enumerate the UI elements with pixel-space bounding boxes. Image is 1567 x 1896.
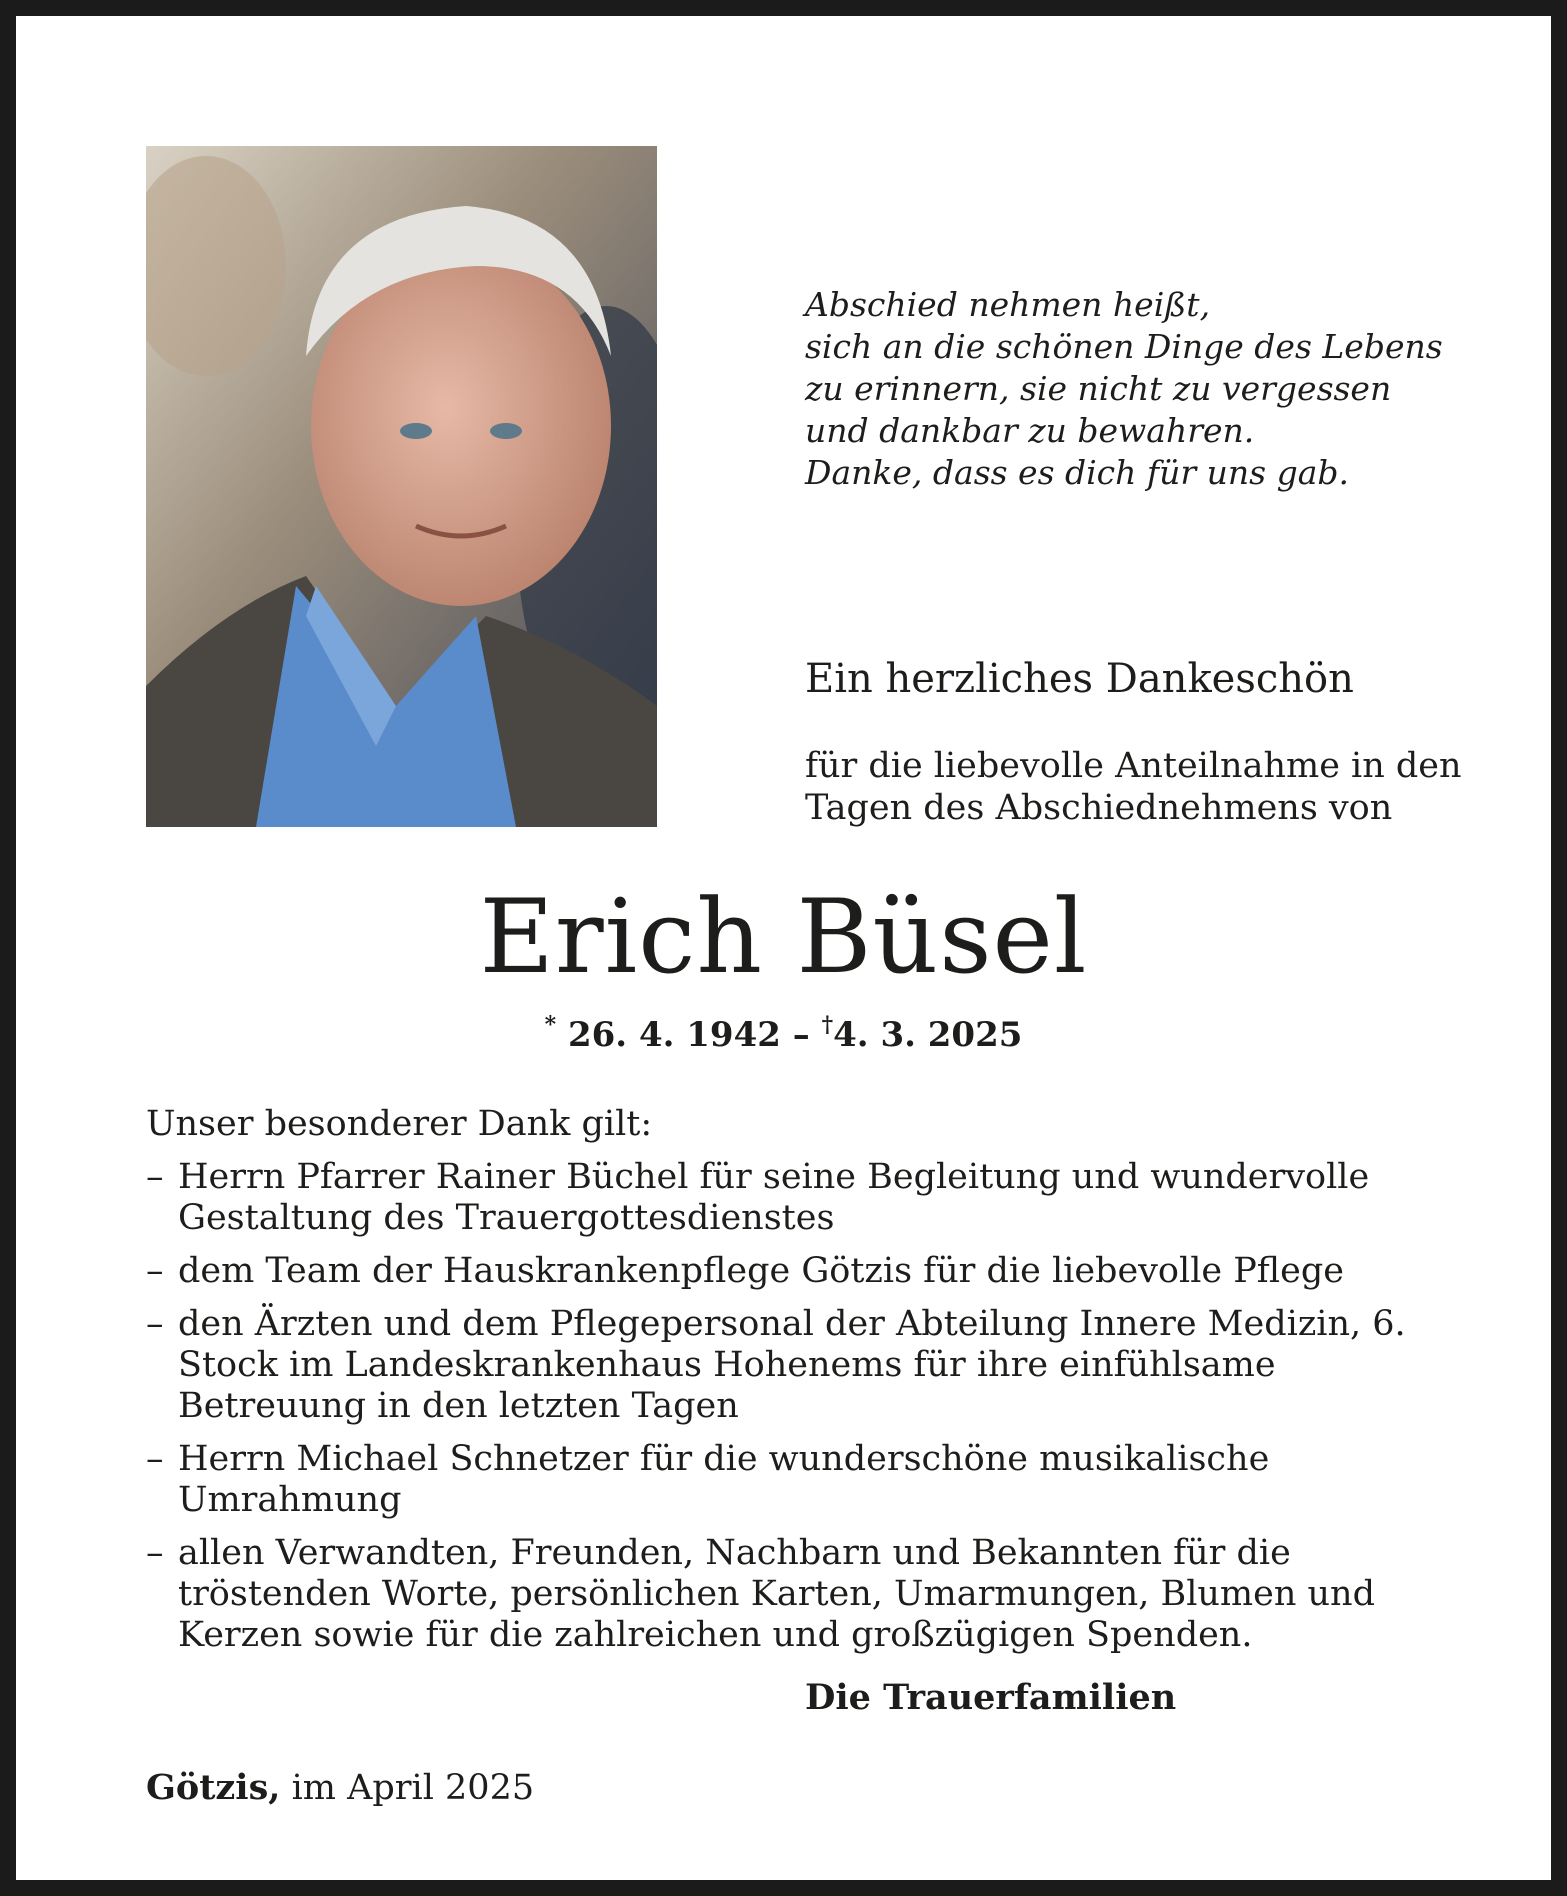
- list-item: [146, 1157, 1456, 1239]
- place-date: im April 2025: [291, 1768, 535, 1808]
- farewell-poem: [805, 284, 1443, 494]
- list-item-text: allen Verwandten, Freunden, Nachbarn und Bekannten für die tröstenden Worte, persönlichen Karten, Umarmungen, Blumen und Kerzen sowie für die zahlreichen und großzügigen Spenden.: [178, 1533, 1375, 1655]
- signature: Die Trauerfamilien: [805, 1677, 1177, 1718]
- gratitude-list: [146, 1157, 1456, 1668]
- death-symbol: †: [821, 1012, 834, 1038]
- portrait-illustration: [146, 146, 657, 827]
- deceased-name: Erich Büsel: [479, 878, 1088, 997]
- list-item: [146, 1251, 1456, 1292]
- poem-line: Abschied nehmen heißt,: [805, 285, 1211, 324]
- list-item-text: dem Team der Hauskrankenpflege Götzis für die liebevolle Pflege: [178, 1251, 1344, 1291]
- portrait-photo: [146, 146, 657, 827]
- date-separator: –: [792, 1015, 810, 1055]
- thanks-line: Tagen des Abschiednehmens von: [805, 788, 1393, 828]
- dash-bullet: –: [146, 1439, 164, 1479]
- birth-date: 26. 4. 1942: [567, 1015, 781, 1055]
- birth-symbol: *: [544, 1012, 557, 1038]
- list-item: [146, 1304, 1456, 1427]
- list-item: [146, 1439, 1456, 1521]
- place-town: Götzis,: [146, 1767, 281, 1808]
- death-date: 4. 3. 2025: [833, 1015, 1023, 1055]
- poem-line: und dankbar zu bewahren.: [805, 411, 1255, 450]
- dash-bullet: –: [146, 1251, 164, 1291]
- dash-bullet: –: [146, 1533, 164, 1573]
- poem-line: zu erinnern, sie nicht zu vergessen: [805, 369, 1392, 408]
- list-item: [146, 1533, 1456, 1656]
- list-item-text: Herrn Pfarrer Rainer Büchel für seine Begleitung und wundervolle Gestaltung des Trauergottesdienstes: [178, 1157, 1370, 1238]
- poem-line: sich an die schönen Dinge des Lebens: [805, 327, 1443, 366]
- life-dates: [16, 1012, 1551, 1055]
- thanks-line: für die liebevolle Anteilnahme in den: [805, 746, 1462, 786]
- thanks-heading: Ein herzliches Dankeschön: [805, 656, 1354, 702]
- dash-bullet: –: [146, 1157, 164, 1197]
- thanks-text: [805, 745, 1462, 829]
- dash-bullet: –: [146, 1304, 164, 1344]
- poem-line: Danke, dass es dich für uns gab.: [805, 453, 1349, 492]
- gratitude-intro: Unser besonderer Dank gilt:: [146, 1104, 653, 1144]
- list-item-text: den Ärzten und dem Pflegepersonal der Abteilung Innere Medizin, 6. Stock im Landeskrankenhaus Hohenems für ihre einfühlsame Betreuung in den letzten Tagen: [178, 1304, 1406, 1426]
- place-and-date: [146, 1767, 534, 1808]
- list-item-text: Herrn Michael Schnetzer für die wunderschöne musikalische Umrahmung: [178, 1439, 1270, 1520]
